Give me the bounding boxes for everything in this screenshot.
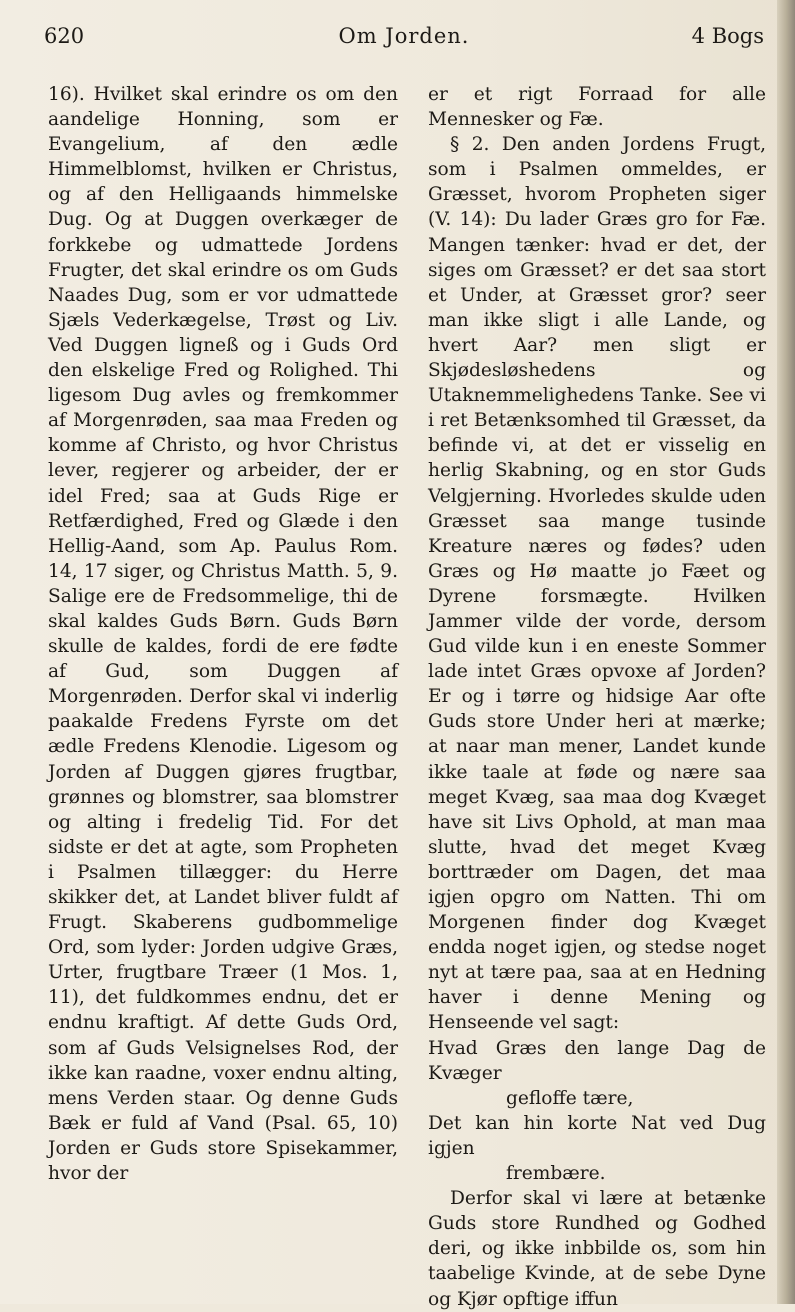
right-column [428,82,766,1312]
verse-line-3: Det kan hin korte Nat ved Dug igjen [428,1112,766,1159]
running-title: Om Jorden. [338,24,470,48]
verse-line-1: Hvad Græs den lange Dag de Kvæger [428,1037,766,1084]
signature-mark: 4 Bogs [691,24,764,48]
verse-quote [428,1036,766,1187]
page-number: 620 [44,24,85,48]
paragraph-1: er et rigt Forraad for alle Mennesker og Fæ. [428,84,766,131]
left-column-text: 16). Hvilket skal erindre os om den aandelige Honning, som er Evangelium, af den ædle Himmelblomst, hvilken er Christus, og af den Helligaands himmelske Dug. Og at Duggen overkæger de forkkebe og udmattede Jordens Frugter, det skal erindre os om Guds Naades Dug, som er vor udmattede Sjæls Vederkægelse, Trøst og Liv. Ved Duggen ligneß og i Guds Ord den elskelige Fred og Rolighed. Thi ligesom Dug avles og fremkommer af Morgenrøden, saa maa Freden og komme af Christo, og hvor Christus lever, regjerer og arbeider, der er idel Fred; saa at Guds Rige er Retfærdighed, Fred og Glæde i den Hellig-Aand, som Ap. Paulus Rom. 14, 17 siger, og Christus Matth. 5, 9. Salige ere de Fredsommelige, thi de skal kaldes Guds Børn. Guds Børn skulle de kaldes, fordi de ere fødte af Gud, som Duggen af Morgenrøden. Derfor skal vi inderlig paakalde Fredens Fyrste om det ædle Fredens Klenodie. Ligesom og Jorden af Duggen gjøres frugtbar, grønnes og blomstrer, saa blomstrer og alting i fredelig Tid. For det sidste er det at agte, som Propheten i Psalmen tillægger: du Herre skikker det, at Landet bliver fuldt af Frugt. Skaberens gudbommelige Ord, som lyder: Jorden udgive Græs, Urter, frugtbare Træer (1 Mos. 1, 11), det fuldkommes endnu, det er endnu kraftigt. Af dette Guds Ord, som af Guds Velsignelses Rod, der ikke kan raadne, voxer endnu alting, mens Verden staar. Og denne Guds Bæk er fuld af Vand (Psal. 65, 10) Jorden er Guds store Spisekammer, hvor der [48,84,398,1185]
paragraph-3: Derfor skal vi lære at betænke Guds store Rundhed og Godhed deri, og ikke inbbilde os, som hin taabelige Kvinde, at de sebe Dyne og Kjør opftige iffun [428,1188,766,1310]
paragraph-2: § 2. Den anden Jordens Frugt, som i Psalmen ommeldes, er Græsset, hvorom Propheten siger (V. 14): Du lader Græs gro for Fæ. Mangen tænker: hvad er det, der siges om Græsset? er det saa stort et Under, at Græsset gror? seer man ikke sligt i alle Lande, og hvert Aar? men sligt er Skjødesløshedens og Utaknemmelighedens Tanke. See vi i ret Betænksomhed til Græsset, da befinde vi, at det er visselig en herlig Skabning, og en stor Guds Velgjerning. Hvorledes skulde uden Græsset saa mange tusinde Kreature næres og fødes? uden Græs og Hø maatte jo Fæet og Dyrene forsmægte. Hvilken Jammer vilde der vorde, dersom Gud vilde kun i en eneste Sommer lade intet Græs opvoxe af Jorden? Er og i tørre og hidsige Aar ofte Guds store Under heri at mærke; at naar man mener, Landet kunde ikke taale at føde og nære saa meget Kvæg, saa maa dog Kvæget have sit Livs Ophold, at man maa slutte, hvad det meget Kvæg borttræder om Dagen, det maa igjen opgro om Natten. Thi om Morgenen finder dog Kvæget endda noget igjen, og stedse noget nyt at tære paa, saa at en Hedning haver i denne Mening og Henseende vel sagt: [428,134,766,1034]
column-divider [415,88,416,1268]
verse-line-4: frembære. [506,1163,606,1185]
page-edge [777,0,795,1304]
running-header [44,18,764,54]
verse-line-2: gefloffe tære, [506,1087,634,1109]
left-column [48,82,398,1186]
